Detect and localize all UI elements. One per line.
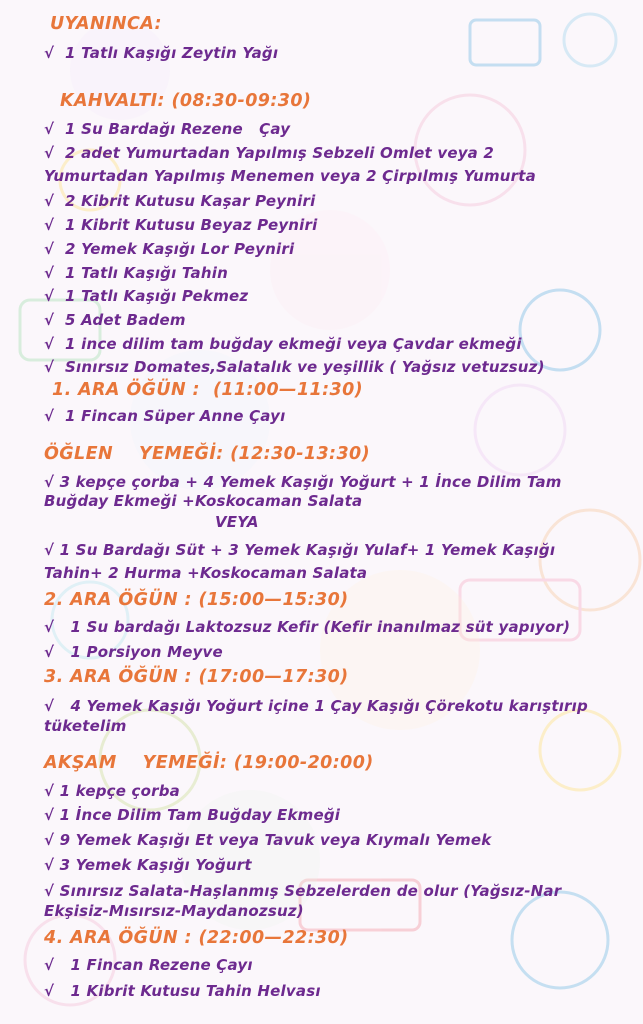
list-item: √ 9 Yemek Kaşığı Et veya Tavuk veya Kıymalı Yemek: [44, 831, 492, 849]
list-item: √ 1 Fincan Rezene Çayı: [44, 956, 253, 974]
list-item: √ 1 Su bardağı Laktozsuz Kefir (Kefir inanılmaz süt yapıyor): [44, 618, 571, 636]
list-item: √ 3 kepçe çorba + 4 Yemek Kaşığı Yoğurt + 1 İnce Dilim Tam: [44, 473, 562, 491]
list-item: √ 1 ince dilim tam buğday ekmeği veya Çavdar ekmeği: [44, 335, 522, 353]
list-item: √ 2 adet Yumurtadan Yapılmış Sebzeli Omlet veya 2: [44, 144, 495, 162]
list-item: √ 1 Su Bardağı Rezene Çay: [44, 120, 291, 138]
list-item: √ 1 Tatlı Kaşığı Tahin: [44, 264, 228, 282]
list-item: √ 4 Yemek Kaşığı Yoğurt içine 1 Çay Kaşığı Çörekotu karıştırıp: [44, 697, 588, 715]
list-item: √ 1 Kibrit Kutusu Beyaz Peyniri: [44, 216, 318, 234]
list-item-continuation: Ekşisiz-Mısırsız-Maydanozsuz): [44, 902, 304, 920]
section-title-ara-ogun-3: 3. ARA ÖĞÜN : (17:00—17:30): [44, 667, 349, 687]
list-item: √ 1 Kibrit Kutusu Tahin Helvası: [44, 982, 321, 1000]
section-title-uyaninca: UYANINCA:: [50, 14, 162, 34]
section-title-ara-ogun-1: 1. ARA ÖĞÜN : (11:00—11:30): [52, 380, 364, 400]
section-title-aksam-yemegi: AKŞAM YEMEĞİ: (19:00-20:00): [44, 753, 374, 773]
list-item: √ 1 Su Bardağı Süt + 3 Yemek Kaşığı Yulaf+ 1 Yemek Kaşığı: [44, 541, 556, 559]
list-item: √ 5 Adet Badem: [44, 311, 186, 329]
list-item: √ 2 Yemek Kaşığı Lor Peyniri: [44, 240, 295, 258]
list-item-continuation: Buğday Ekmeği +Koskocaman Salata: [44, 492, 363, 510]
list-item-continuation: Yumurtadan Yapılmış Menemen veya 2 Çirpılmış Yumurta: [44, 167, 536, 185]
list-item: √ 1 Porsiyon Meyve: [44, 643, 223, 661]
section-title-oglen-yemegi: ÖĞLEN YEMEĞİ: (12:30-13:30): [44, 444, 370, 464]
section-title-kahvalti: KAHVALTI: (08:30-09:30): [60, 91, 312, 111]
list-item: √ 1 Fincan Süper Anne Çayı: [44, 407, 286, 425]
list-item-continuation: tüketelim: [44, 717, 127, 735]
list-item: √ 2 Kibrit Kutusu Kaşar Peyniri: [44, 192, 316, 210]
section-title-ara-ogun-4: 4. ARA ÖĞÜN : (22:00—22:30): [44, 928, 349, 948]
alternative-label: VEYA: [215, 513, 259, 531]
list-item: √ 3 Yemek Kaşığı Yoğurt: [44, 856, 252, 874]
list-item-continuation: Tahin+ 2 Hurma +Koskocaman Salata: [44, 564, 368, 582]
list-item: √ 1 İnce Dilim Tam Buğday Ekmeği: [44, 806, 341, 824]
section-title-ara-ogun-2: 2. ARA ÖĞÜN : (15:00—15:30): [44, 590, 349, 610]
list-item: √ 1 kepçe çorba: [44, 782, 180, 800]
list-item: √ Sınırsız Salata-Haşlanmış Sebzelerden de olur (Yağsız-Nar: [44, 882, 562, 900]
list-item: √ 1 Tatlı Kaşığı Zeytin Yağı: [44, 44, 279, 62]
list-item: √ 1 Tatlı Kaşığı Pekmez: [44, 287, 249, 305]
list-item: √ Sınırsız Domates,Salatalık ve yeşillik ( Yağsız vetuzsuz): [44, 358, 545, 376]
